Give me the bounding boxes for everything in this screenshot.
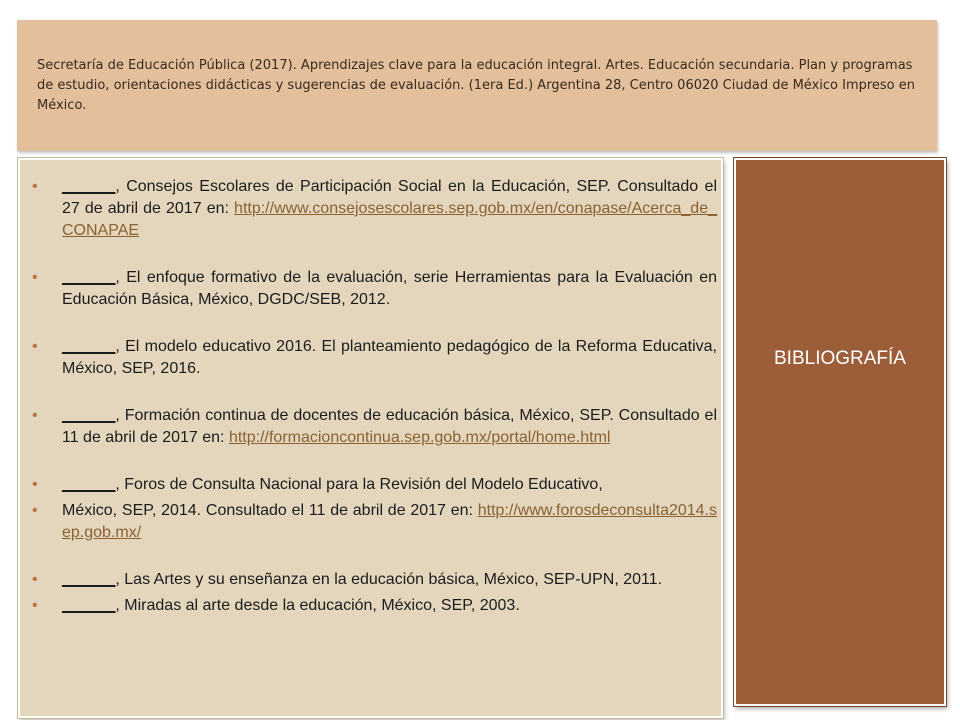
author-blank: ______ <box>62 407 116 424</box>
item-text: , Las Artes y su enseñanza en la educación básica, México, SEP-UPN, 2011. <box>115 571 663 588</box>
bibliography-item <box>32 176 717 242</box>
citation-text: Secretaría de Educación Pública (2017). Aprendizajes clave para la educación integral. Artes. Educación secundaria. Plan y programas de estudio, orientaciones didácticas y sugerencias de evaluación. (1era Ed.) Argentina 28, Centro 06020 Ciudad de México Impreso en México. <box>37 58 916 113</box>
bibliography-item <box>32 595 717 617</box>
author-blank: ______ <box>62 597 116 614</box>
bibliography-title: BIBLIOGRAFÍA <box>774 348 906 369</box>
author-blank: ______ <box>62 338 116 355</box>
bullet-icon: • <box>32 178 38 195</box>
bullet-icon: • <box>32 269 38 286</box>
item-link[interactable]: http://formacioncontinua.sep.gob.mx/portal/home.html <box>228 429 611 446</box>
bullet-icon: • <box>32 338 38 355</box>
bullet-icon: • <box>32 502 38 519</box>
author-blank: ______ <box>62 178 116 195</box>
author-blank: ______ <box>62 476 116 493</box>
bibliography-item <box>32 405 717 449</box>
item-text: México, SEP, 2014. Consultado el 11 de abril de 2017 en: <box>62 502 478 519</box>
item-text: , Foros de Consulta Nacional para la Revisión del Modelo Educativo, <box>115 476 603 493</box>
bullet-icon: • <box>32 407 38 424</box>
bibliography-item <box>32 500 717 544</box>
bibliography-list-panel <box>18 158 723 718</box>
bibliography-item <box>32 569 717 591</box>
item-text: , Miradas al arte desde la educación, México, SEP, 2003. <box>115 597 520 614</box>
item-text: , El modelo educativo 2016. El planteamiento pedagógico de la Reforma Educativa, México, SEP, 2016. <box>62 338 717 377</box>
author-blank: ______ <box>62 571 116 588</box>
bullet-icon: • <box>32 476 38 493</box>
bullet-icon: • <box>32 571 38 588</box>
bibliography-item <box>32 474 717 496</box>
item-text: , El enfoque formativo de la evaluación, serie Herramientas para la Evaluación en Educación Básica, México, DGDC/SEB, 2012. <box>62 269 717 308</box>
item-text: , Formación continua de docentes de educación básica, México, SEP. Consultado el 11 de abril de 2017 en: <box>62 407 717 446</box>
bibliography-title-panel <box>734 158 946 706</box>
item-text: , Consejos Escolares de Participación Social en la Educación, SEP. Consultado el 27 de abril de 2017 en: <box>62 178 717 217</box>
item-link[interactable]: http://www.forosdeconsulta2014.sep.gob.mx/ <box>62 502 717 541</box>
author-blank: ______ <box>62 269 116 286</box>
bibliography-list <box>32 176 717 642</box>
bullet-icon: • <box>32 597 38 614</box>
bibliography-item <box>32 336 717 380</box>
item-link[interactable]: http://www.consejosescolares.sep.gob.mx/en/conapase/Acerca_de_CONAPAE <box>62 200 717 239</box>
bibliography-item <box>32 267 717 311</box>
citation-header <box>17 20 937 151</box>
